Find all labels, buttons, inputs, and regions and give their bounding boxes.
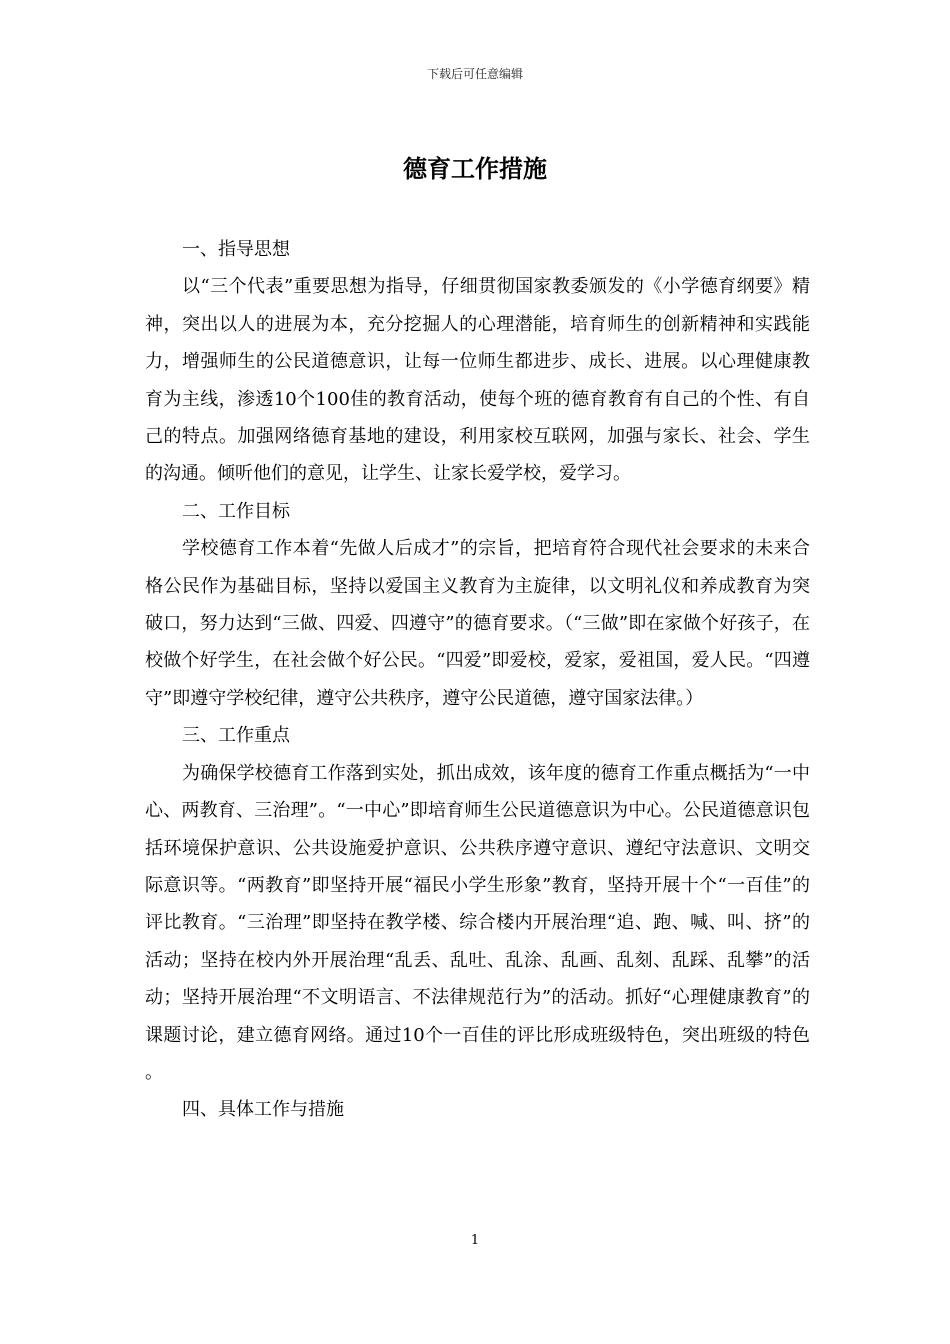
section-heading-work-goals: 二、工作目标 bbox=[182, 500, 290, 522]
paragraph-guiding-ideology: 以“三个代表”重要思想为指导，仔细贯彻国家教委颁发的《小学德育纲要》精神，突出以人的进展为本，充分挖掘人的心理潜能，培育师生的创新精神和实践能力，增强师生的公民道德意识，让每一位师生都进步、成长、进展。以心理健康教育为主线，渗透10个100佳的教育活动，使每个班的德育教育有自己的个性、有自己的特点。加强网络德育基地的建设，利用家校互联网，加强与家长、社会、学生的沟通。倾听他们的意见，让学生、让家长爱学校，爱学习。 bbox=[145, 276, 810, 485]
page-header: 下载后可任意编辑 bbox=[426, 67, 523, 81]
page-number: 1 bbox=[470, 1233, 480, 1248]
document-title: 德育工作措施 bbox=[403, 154, 547, 183]
paragraph-work-focus: 为确保学校德育工作落到实处，抓出成效，该年度的德育工作重点概括为“一中心、两教育、三治理”。“一中心”即培育师生公民道德意识为中心。公民道德意识包括环境保护意识、公共设施爱护意识、公共秩序遵守意识、遵纪守法意识、文明交际意识等。“两教育”即坚持开展“福民小学生形象”教育，坚持开展十个“一百佳”的评比教育。“三治理”即坚持在教学楼、综合楼内开展治理“追、跑、喊、叫、挤”的活动；坚持在校内外开展治理“乱丢、乱吐、乱涂、乱画、乱刻、乱踩、乱攀”的活动；坚持开展治理“不文明语言、不法律规范行为”的活动。抓好“心理健康教育”的课题讨论，建立德育网络。通过10个一百佳的评比形成班级特色，突出班级的特色。 bbox=[145, 762, 810, 1083]
section-heading-guiding-ideology: 一、指导思想 bbox=[182, 239, 290, 260]
section-heading-work-focus: 三、工作重点 bbox=[182, 725, 290, 747]
document-body bbox=[145, 231, 810, 1129]
section-heading-specific-measures: 四、具体工作与措施 bbox=[182, 1099, 344, 1121]
paragraph-work-goals: 学校德育工作本着“先做人后成才”的宗旨，把培育符合现代社会要求的未来合格公民作为基础目标，坚持以爱国主义教育为主旋律，以文明礼仪和养成教育为突破口，努力达到“三做、四爱、四遵守”的德育要求。（“三做”即在家做个好孩子，在校做个好学生，在社会做个好公民。“四爱”即爱校，爱家，爱祖国，爱人民。“四遵守”即遵守学校纪律，遵守公共秩序，遵守公民道德，遵守国家法律。） bbox=[145, 538, 810, 709]
